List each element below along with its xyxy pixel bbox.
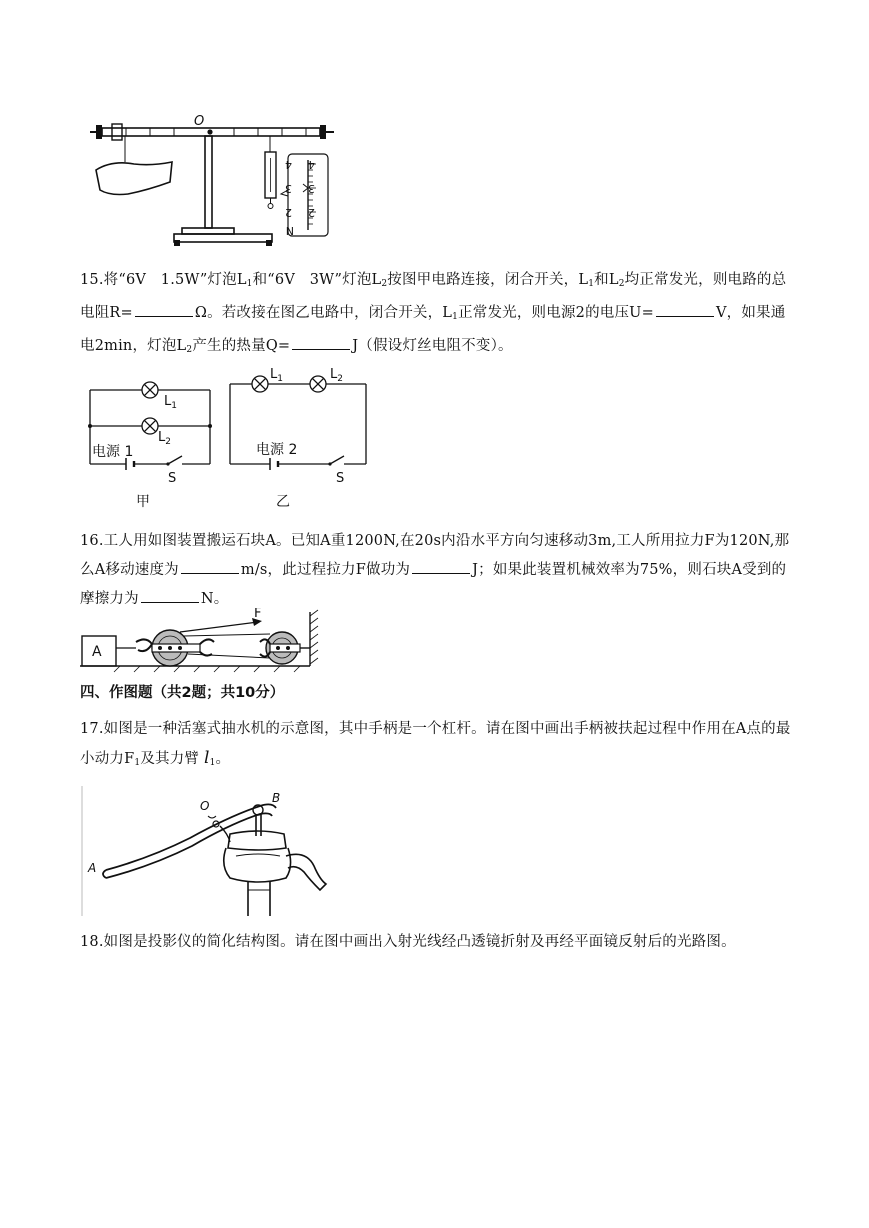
svg-text:L1 (164, 394, 177, 411)
scale-tick-4-left: 4 (285, 158, 292, 171)
q17-text-3: 。 (215, 751, 231, 767)
q15-text-5: 均正常发光，则电路的总电阻R= (80, 272, 787, 321)
q15-text-10: J（假设灯丝电阻不变）。 (352, 338, 513, 354)
q15-sub-2a: 2 (381, 279, 388, 289)
yi-caption: 乙 (276, 494, 290, 510)
pump-label-a: A (88, 861, 97, 875)
question-17 (80, 715, 795, 778)
yi-lamp1-sub: 1 (277, 374, 283, 384)
q15-text-3: 按图甲电路连接，闭合开关，L (387, 272, 589, 288)
q15-text-4: 和L (594, 272, 619, 288)
q16-text-1: 工人用如图装置搬运石块A。已知A重1200N,在20s内沿水平方向匀速移动3m,工人所用拉力F为120N,那么A移动速度为 (80, 533, 790, 578)
q15-text-9: 产生的热量Q= (192, 338, 291, 354)
block-a-label: A (92, 644, 102, 660)
q16-blank-friction[interactable] (141, 586, 199, 603)
scale-tick-3: 3 (308, 182, 315, 195)
q16-text-2: m/s，此过程拉力F做功为 (240, 562, 411, 578)
jia-lamp2-sub: 2 (165, 437, 171, 447)
pivot-label: O (194, 114, 205, 129)
svg-text:L1 (270, 368, 283, 384)
yi-lamp1-label: L (270, 368, 278, 382)
force-f-label: F (254, 608, 262, 621)
jia-caption: 甲 (136, 494, 150, 510)
pump-label-b: B (272, 791, 281, 805)
q15-sub-2c: 2 (186, 345, 193, 355)
q16-number: 16. (80, 533, 104, 549)
q15-text-8: V，如果通电2min，灯泡L (80, 305, 786, 354)
scale-tick-2: 2 (308, 206, 315, 219)
pump-figure (80, 786, 332, 920)
q17-sub: 1 (134, 758, 141, 768)
q15-number: 15. (80, 272, 104, 288)
question-16 (80, 527, 795, 614)
yi-switch-label: S (336, 471, 345, 486)
scale-tick-2-left: 2 (285, 206, 292, 219)
q16-blank-speed[interactable] (181, 557, 239, 574)
q15-text-2: 和“6V 3W”灯泡L (252, 272, 382, 288)
question-18 (80, 928, 795, 957)
scale-tick-3-left: 3 (285, 182, 292, 195)
jia-switch-label: S (168, 471, 177, 486)
q16-blank-work[interactable] (412, 557, 470, 574)
pulley-figure (80, 608, 320, 674)
scale-tick-4: 4 (308, 158, 315, 171)
q16-text-4: N。 (200, 591, 229, 607)
q17-number: 17. (80, 721, 104, 737)
jia-source-label: 电源 1 (92, 444, 134, 460)
q15-sub-1b: 1 (588, 279, 595, 289)
q17-arm-sub: 1 (209, 758, 216, 768)
jia-lamp2-label: L (158, 430, 166, 445)
q18-text: 如图是投影仪的简化结构图。请在图中画出入射光线经凸透镜折射及再经平面镜反射后的光路图。 (103, 934, 736, 950)
q15-blank-resistance[interactable] (135, 300, 193, 317)
circuit-yi-figure (226, 368, 372, 516)
q17-arm-symbol: l (203, 748, 210, 768)
q15-blank-voltage[interactable] (656, 300, 714, 317)
q15-text-7: 正常发光，则电源2的电压U= (458, 305, 654, 321)
jia-lamp1-label: L (164, 394, 172, 409)
jia-lamp1-sub: 1 (171, 401, 177, 411)
q17-text-1: 如图是一种活塞式抽水机的示意图，其中手柄是一个杠杆。请在图中画出手柄被扶起过程中作用在A点的最小动力F (80, 721, 791, 767)
q16-text-3: J；如果此装置机械效率为75%，则石块A受到的摩擦力为 (80, 562, 787, 607)
q15-sub-1c: 1 (452, 312, 459, 322)
svg-text:L2 (158, 430, 171, 447)
pump-label-o: O (200, 799, 210, 813)
yi-lamp2-label: L (330, 368, 338, 382)
section-4-heading: 四、作图题（共2题；共10分） (80, 685, 285, 701)
q15-text-1: 将“6V 1.5W”灯泡L (103, 272, 247, 288)
yi-lamp2-sub: 2 (337, 374, 343, 384)
yi-source-label: 电源 2 (256, 442, 298, 458)
lever-balance-figure (88, 112, 350, 250)
q15-text-6: Ω。若改接在图乙电路中，闭合开关，L (194, 305, 453, 321)
circuit-jia-figure (86, 368, 218, 516)
svg-text:L2 (330, 368, 343, 384)
question-15 (80, 266, 795, 365)
q15-sub-2b: 2 (618, 279, 625, 289)
q18-number: 18. (80, 934, 104, 950)
scale-unit: N (285, 224, 294, 237)
q15-blank-heat[interactable] (292, 333, 350, 350)
q17-text-2: 及其力臂 (140, 751, 200, 767)
q15-sub-1a: 1 (246, 279, 253, 289)
